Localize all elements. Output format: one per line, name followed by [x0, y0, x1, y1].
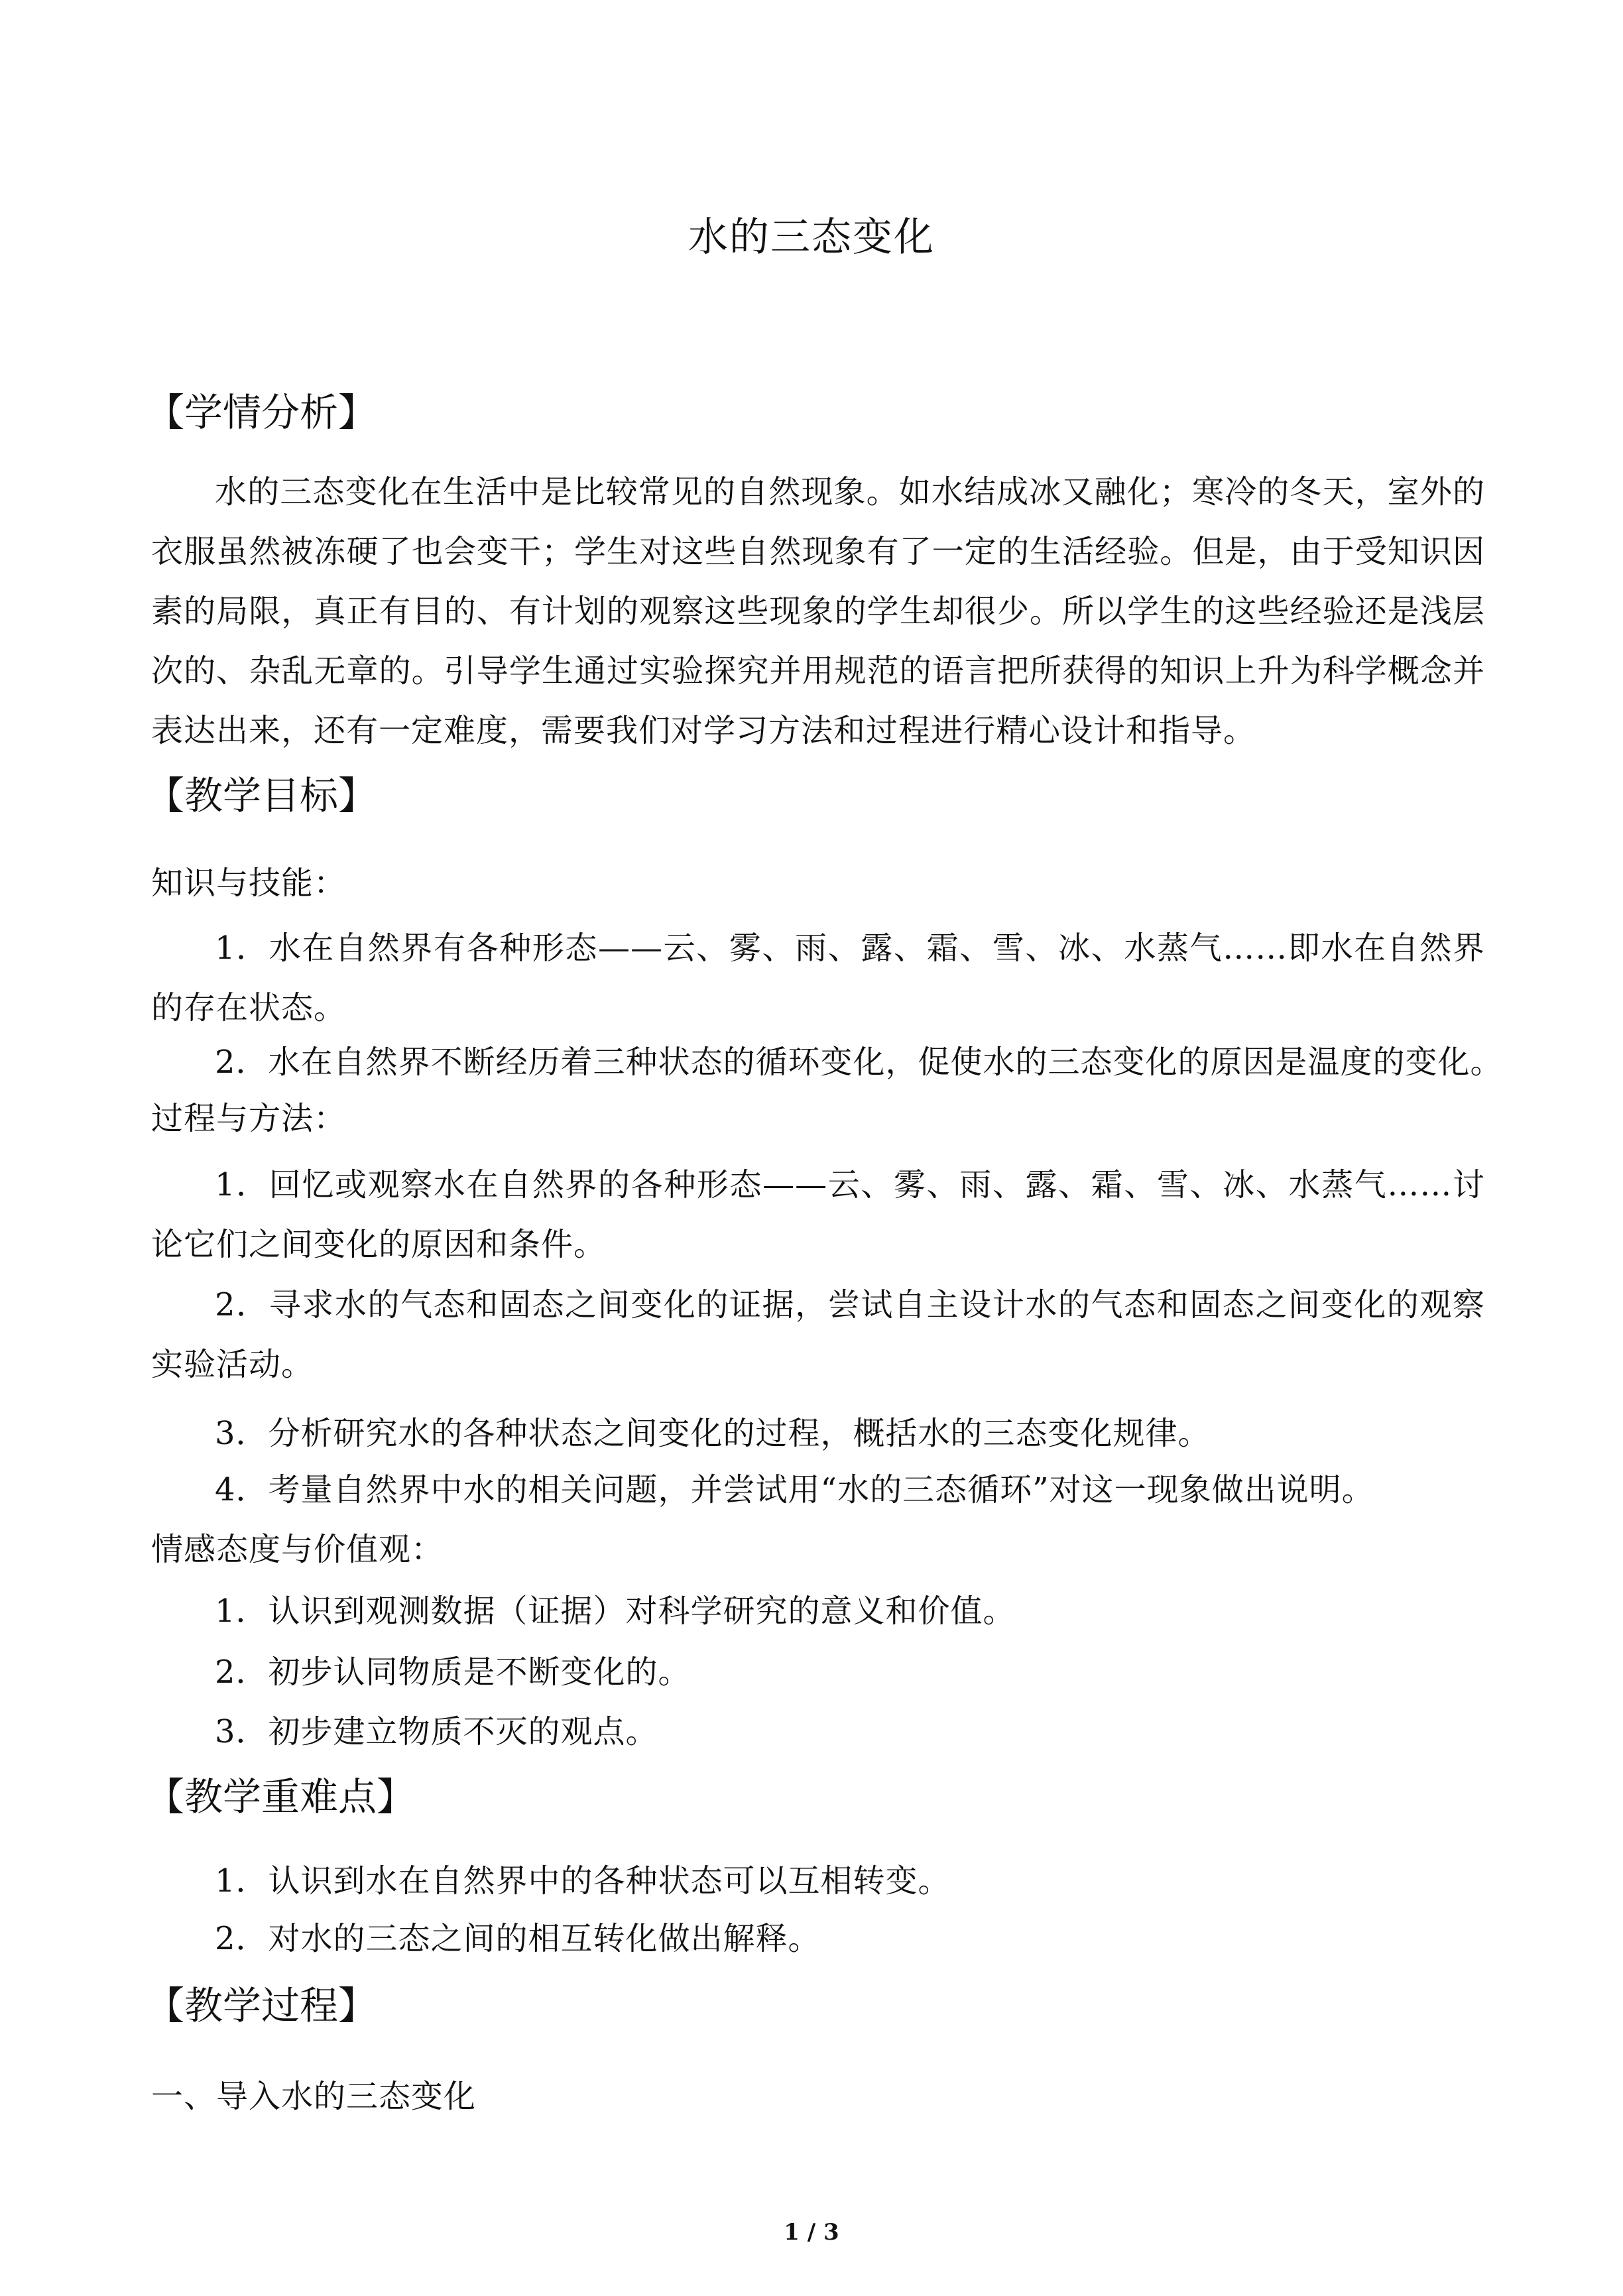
heading-analysis: 【学情分析】	[146, 390, 377, 435]
heading-teaching-process: 【教学过程】	[146, 1983, 377, 2028]
emotion-item-1: 1．认识到观测数据（证据）对科学研究的意义和价值。	[215, 1593, 1016, 1630]
document-title: 水的三态变化	[688, 214, 935, 261]
process-first-step: 一、导入水的三态变化	[151, 2078, 477, 2115]
key-point-item-2: 2．对水的三态之间的相互转化做出解释。	[215, 1920, 821, 1957]
emotion-item-2: 2．初步认同物质是不断变化的。	[215, 1654, 691, 1691]
process-item-3: 3．分析研究水的各种状态之间变化的过程，概括水的三态变化规律。	[215, 1415, 1211, 1452]
process-item-2: 2．寻求水的气态和固态之间变化的证据，尝试自主设计水的气态和固态之间变化的观察实验活动。	[151, 1286, 1485, 1383]
heading-key-points: 【教学重难点】	[146, 1774, 416, 1819]
process-item-4: 4．考量自然界中水的相关问题，并尝试用“水的三态循环”对这一现象做出说明。	[215, 1471, 1374, 1508]
label-emotion-values: 情感态度与价值观：	[151, 1531, 444, 1568]
page-number: 1 / 3	[784, 2219, 839, 2246]
label-knowledge-skills: 知识与技能：	[151, 865, 347, 902]
knowledge-item-1: 1．水在自然界有各种形态——云、雾、雨、露、霜、雪、冰、水蒸气……即水在自然界的存在状态。	[151, 930, 1485, 1026]
process-item-1: 1．回忆或观察水在自然界的各种形态——云、雾、雨、露、霜、雪、冰、水蒸气……讨论它们之间变化的原因和条件。	[151, 1166, 1485, 1263]
knowledge-item-2: 2．水在自然界不断经历着三种状态的循环变化，促使水的三态变化的原因是温度的变化。	[215, 1044, 1503, 1081]
heading-goals: 【教学目标】	[146, 773, 377, 818]
label-process-methods: 过程与方法：	[151, 1100, 347, 1137]
analysis-paragraph: 水的三态变化在生活中是比较常见的自然现象。如水结成冰又融化；寒冷的冬天，室外的衣服虽然被冻硬了也会变干；学生对这些自然现象有了一定的生活经验。但是，由于受知识因素的局限，真正有目的、有计划的观察这些现象的学生却很少。所以学生的这些经验还是浅层次的、杂乱无章的。引导学生通过实验探究并用规范的语言把所获得的知识上升为科学概念并表达出来，还有一定难度，需要我们对学习方法和过程进行精心设计和指导。	[151, 473, 1485, 749]
key-point-item-1: 1．认识到水在自然界中的各种状态可以互相转变。	[215, 1862, 951, 1900]
emotion-item-3: 3．初步建立物质不灭的观点。	[215, 1713, 658, 1750]
